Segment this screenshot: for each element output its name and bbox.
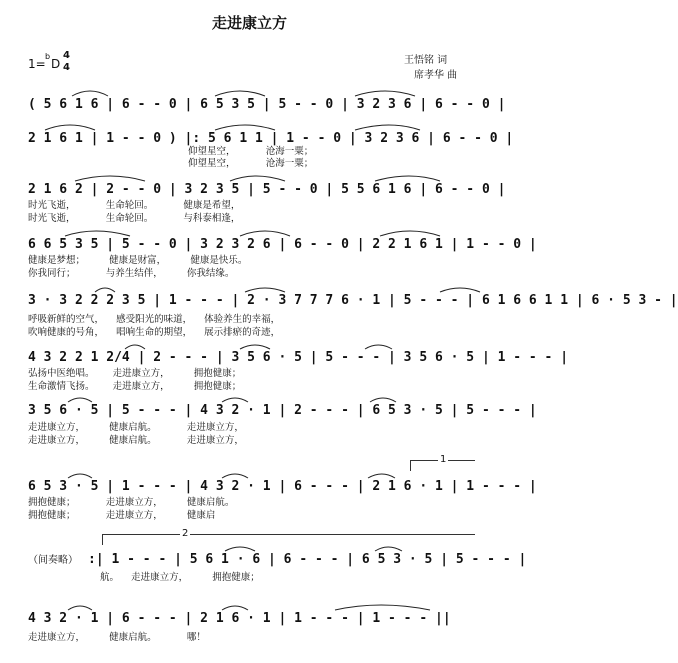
- lyric-row-8-verse-1: 拥抱健康； 走进康立方， 健康启航。: [28, 497, 235, 508]
- song-title: 走进康立方: [212, 14, 288, 32]
- notation-row-6: 4 3 2 2 1 2/4 | 2 - - - | 3 5 6 · 5 | 5 - - - | 3 5 6 · 5 | 1 - - - |: [28, 350, 569, 365]
- notation-row-3: 2 1 6 2 | 2 - - 0 | 3 2 3 5 | 5 - - 0 | 5 5 6 1 6 | 6 - - 0 |: [28, 182, 506, 197]
- interlude-label: （间奏略）: [28, 555, 78, 566]
- lyric-row-2-verse-1: 仰望星空， 沧海一粟；: [188, 146, 314, 157]
- notation-row-5: 3 · 3 2 2 2 3 5 | 1 - - - | 2 · 3 7 7 7 6 · 1 | 5 - - - | 6 1 6 6 1 1 | 6 · 5 3 - |: [28, 293, 678, 308]
- lyric-row-6-verse-1: 弘扬中医绝唱。 走进康立方， 拥抱健康；: [28, 368, 242, 379]
- lyric-row-8-verse-2: 拥抱健康； 走进康立方， 健康启: [28, 510, 216, 521]
- lyric-row-7-verse-2: 走进康立方， 健康启航。 走进康立方，: [28, 435, 244, 446]
- lyric-row-4-verse-2: 你我同行； 与养生结伴， 你我结缘。: [28, 268, 235, 279]
- lyric-row-10: 走进康立方， 健康启航。 哪！: [28, 632, 206, 643]
- notation-row-7: 3 5 6 · 5 | 5 - - - | 4 3 2 · 1 | 2 - - - | 6 5 3 · 5 | 5 - - - |: [28, 403, 537, 418]
- lyricist-credit: 王悟铭 词: [404, 55, 448, 66]
- time-bottom: 4: [63, 62, 70, 73]
- notation-row-1: ( 5 6 1 6 | 6 - - 0 | 6 5 3 5 | 5 - - 0 | 3 2 3 6 | 6 - - 0 |: [28, 97, 506, 112]
- lyric-row-9: 航。 走进康立方， 拥抱健康；: [100, 572, 260, 583]
- key-label: 1=: [28, 57, 46, 71]
- lyric-row-4-verse-1: 健康是梦想； 健康是财富， 健康是快乐。: [28, 255, 248, 266]
- lyric-row-3-verse-2: 时光飞逝， 生命轮回。 与科泰相逢，: [28, 213, 241, 224]
- notation-row-4: 6 6 5 3 5 | 5 - - 0 | 3 2 3 2 6 | 6 - - 0 | 2 2 1 6 1 | 1 - - 0 |: [28, 237, 537, 252]
- composer-credit: 席孝华 曲: [414, 70, 458, 81]
- lyric-row-5-verse-1: 呼吸新鲜的空气， 感受阳光的味道， 体验养生的幸福，: [28, 314, 281, 325]
- time-top: 4: [63, 50, 70, 61]
- key-flat: b: [45, 52, 51, 61]
- notation-row-9: :| 1 - - - | 5 6 1 · 6 | 6 - - - | 6 5 3 · 5 | 5 - - - |: [88, 552, 527, 567]
- notation-row-10: 4 3 2 · 1 | 6 - - - | 2 1 6 · 1 | 1 - - - | 1 - - - ||: [28, 611, 451, 626]
- lyric-row-7-verse-1: 走进康立方， 健康启航。 走进康立方，: [28, 422, 244, 433]
- volta-1-label: 1: [440, 454, 447, 465]
- notation-row-8: 6 5 3 · 5 | 1 - - - | 4 3 2 · 1 | 6 - - - | 2 1 6 · 1 | 1 - - - |: [28, 479, 537, 494]
- lyric-row-3-verse-1: 时光飞逝， 生命轮回。 健康是希望，: [28, 200, 241, 211]
- lyric-row-6-verse-2: 生命激情飞扬。 走进康立方， 拥抱健康；: [28, 381, 242, 392]
- key-note: D: [51, 57, 61, 71]
- notation-row-2: 2 1 6 1 | 1 - - 0 ) |: 5 6 1 1 | 1 - - 0 | 3 2 3 6 | 6 - - 0 |: [28, 131, 514, 146]
- lyric-row-5-verse-2: 吹响健康的号角， 唱响生命的期望， 展示排瘀的奇迹，: [28, 327, 281, 338]
- lyric-row-2-verse-2: 仰望星空， 沧海一粟；: [188, 158, 314, 169]
- volta-2-label: 2: [182, 528, 189, 539]
